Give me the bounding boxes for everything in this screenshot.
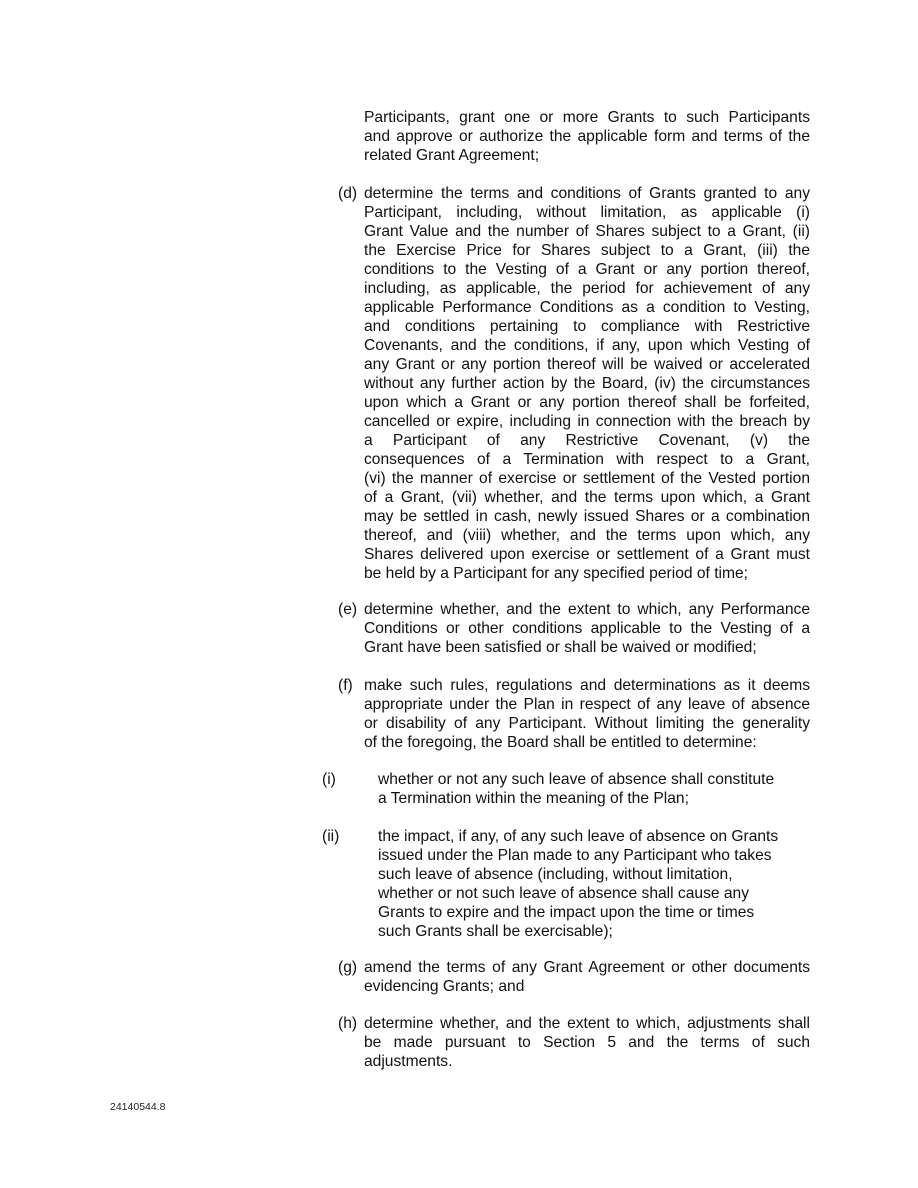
document-id: 24140544.8 — [110, 1101, 166, 1113]
text-line: be made pursuant to Section 5 and the terms of such — [364, 1034, 810, 1051]
text-line: conditions to the Vesting of a Grant or any portion thereof, — [364, 261, 810, 278]
text-line: consequences of a Termination with respect to a Grant, — [364, 451, 810, 468]
text-line: cancelled or expire, including in connection with the breach by — [364, 413, 810, 430]
text-line: may be settled in cash, newly issued Shares or a combination — [364, 508, 810, 525]
text-line: adjustments. — [364, 1053, 453, 1070]
text-line: and approve or authorize the applicable form and terms of the — [364, 128, 810, 145]
paragraph-text — [364, 108, 810, 165]
text-line: Participants, grant one or more Grants to such Participants — [364, 109, 810, 126]
text-line: appropriate under the Plan in respect of any leave of absence — [364, 696, 810, 713]
text-line: Conditions or other conditions applicable to the Vesting of a — [364, 620, 810, 637]
text-line: Grant Value and the number of Shares subject to a Grant, (ii) — [364, 223, 810, 240]
text-line: determine whether, and the extent to which, any Performance — [364, 601, 810, 618]
text-line: Participant, including, without limitation, as applicable (i) — [364, 204, 810, 221]
text-line: amend the terms of any Grant Agreement or other documents — [364, 959, 810, 976]
text-line: the Exercise Price for Shares subject to a Grant, (iii) the — [364, 242, 810, 259]
paragraph-label: (i) — [322, 771, 336, 788]
text-line: evidencing Grants; and — [364, 978, 525, 995]
text-line: thereof, and (viii) whether, and the terms upon which, any — [364, 527, 810, 544]
text-line: whether or not any such leave of absence shall constitute — [378, 771, 775, 788]
text-line: Shares delivered upon exercise or settlement of a Grant must — [364, 546, 810, 563]
text-line: related Grant Agreement; — [364, 147, 540, 164]
paragraph-text — [364, 676, 810, 752]
paragraph-text — [364, 958, 810, 996]
text-line: Grants to expire and the impact upon the time or times — [378, 904, 755, 921]
paragraph-text — [364, 1014, 810, 1071]
paragraph-text — [364, 600, 810, 657]
text-line: Grant have been satisfied or shall be waived or modified; — [364, 639, 757, 656]
text-line: any Grant or any portion thereof will be waived or accelerated — [364, 356, 810, 373]
text-line: of the foregoing, the Board shall be entitled to determine: — [364, 734, 757, 751]
text-line: whether or not such leave of absence shall cause any — [378, 885, 750, 902]
text-line: including, as applicable, the period for achievement of any — [364, 280, 810, 297]
text-line: such Grants shall be exercisable); — [378, 923, 613, 940]
text-line: issued under the Plan made to any Participant who takes — [378, 847, 772, 864]
text-line: or disability of any Participant. Without limiting the generality — [364, 715, 810, 732]
paragraph-label: (f) — [338, 677, 353, 694]
text-line: (vi) the manner of exercise or settlement of the Vested portion — [364, 470, 810, 487]
paragraph-label: (g) — [338, 959, 358, 976]
text-line: be held by a Participant for any specified period of time; — [364, 565, 748, 582]
paragraph-label: (h) — [338, 1015, 358, 1032]
text-line: a Termination within the meaning of the Plan; — [378, 790, 689, 807]
text-line: and conditions pertaining to compliance with Restrictive — [364, 318, 810, 335]
text-line: determine the terms and conditions of Grants granted to any — [364, 185, 810, 202]
paragraph-label: (e) — [338, 601, 358, 618]
text-line: applicable Performance Conditions as a condition to Vesting, — [364, 299, 810, 316]
text-line: of a Grant, (vii) whether, and the terms upon which, a Grant — [364, 489, 810, 506]
paragraph-label: (ii) — [322, 828, 340, 845]
text-line: determine whether, and the extent to which, adjustments shall — [364, 1015, 810, 1032]
paragraph-label: (d) — [338, 185, 358, 202]
text-line: such leave of absence (including, without limitation, — [378, 866, 733, 883]
text-line: the impact, if any, of any such leave of absence on Grants — [378, 828, 779, 845]
text-line: Covenants, and the conditions, if any, upon which Vesting of — [364, 337, 810, 354]
text-line: a Participant of any Restrictive Covenant, (v) the — [364, 432, 810, 449]
paragraph-text — [378, 770, 808, 808]
text-line: without any further action by the Board, (iv) the circumstances — [364, 375, 810, 392]
paragraph-text — [364, 184, 810, 583]
paragraph-text — [378, 827, 808, 941]
text-line: make such rules, regulations and determinations as it deems — [364, 677, 810, 694]
text-line: upon which a Grant or any portion thereof shall be forfeited, — [364, 394, 810, 411]
